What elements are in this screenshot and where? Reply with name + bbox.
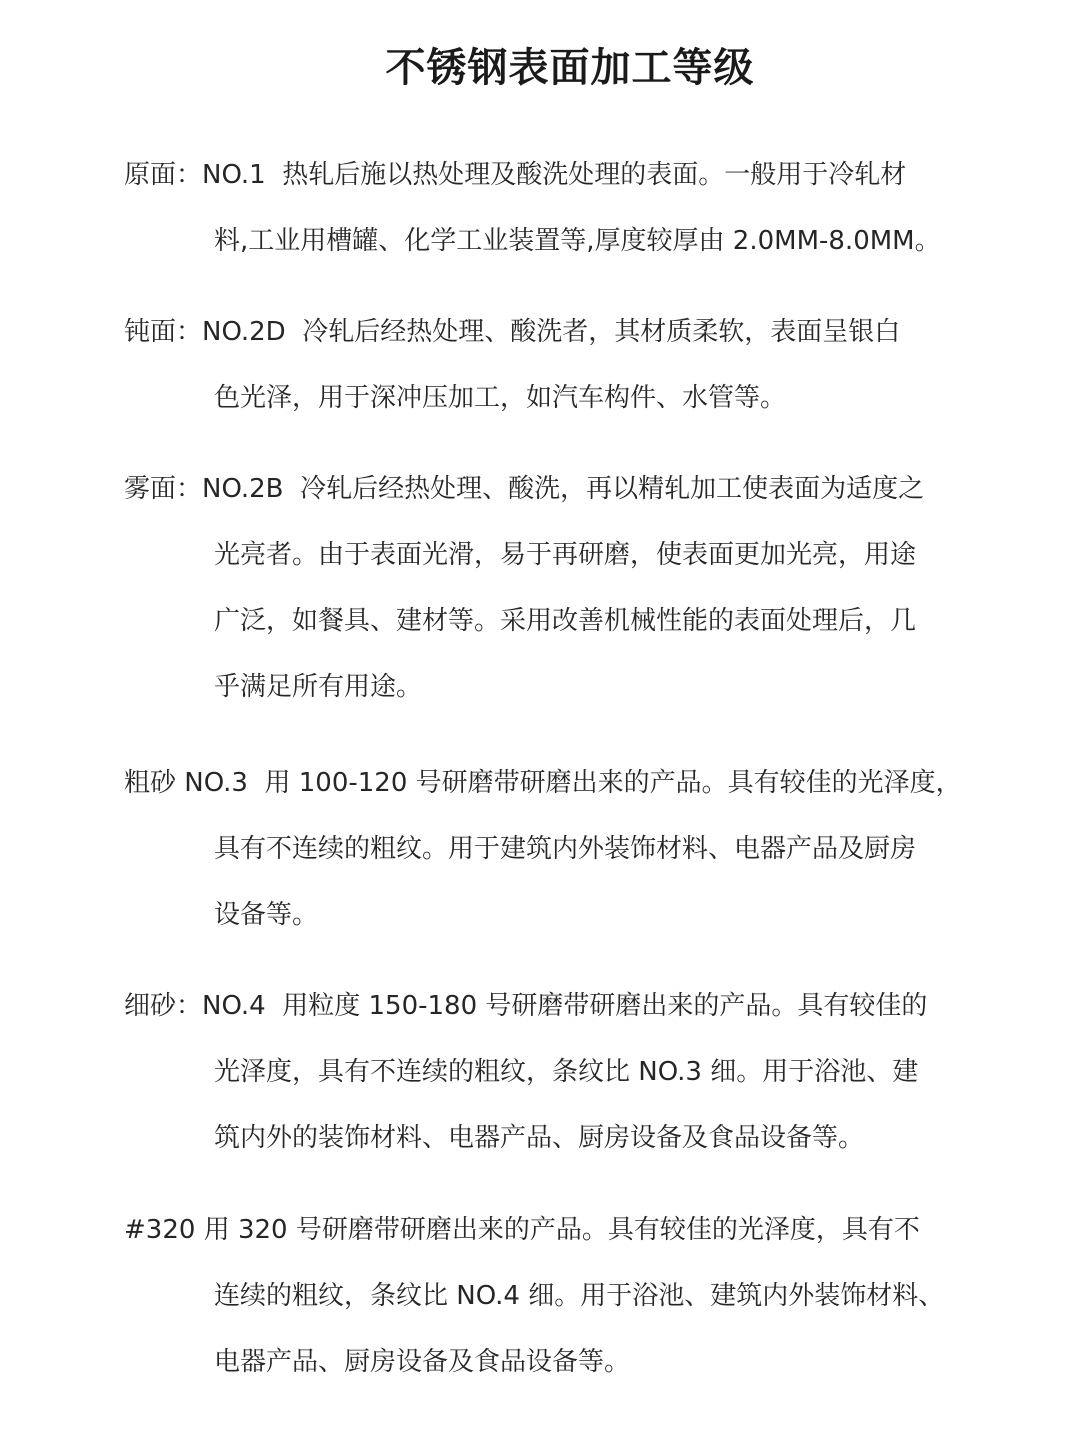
entry-line: 设备等。	[214, 900, 319, 930]
finish-label: 钝面：	[124, 317, 203, 347]
grade-code: NO.1	[202, 160, 266, 190]
grade-code: NO.2B	[202, 474, 284, 504]
entry-line: 料,工业用槽罐、化学工业装置等,厚度较厚由 2.0MM-8.0MM。	[214, 226, 941, 256]
grade-code: NO.3	[184, 768, 248, 798]
finish-grade-entry	[124, 973, 1024, 1171]
entry-line: 筑内外的装饰材料、电器产品、厨房设备及食品设备等。	[214, 1123, 865, 1153]
entry-line: 光泽度，具有不连续的粗纹，条纹比 NO.3 细。用于浴池、建	[214, 1057, 919, 1087]
entry-line: 广泛，如餐具、建材等。采用改善机械性能的表面处理后，几	[214, 606, 917, 636]
page-title: 不锈钢表面加工等级	[385, 44, 755, 91]
entry-line: 色光泽，用于深冲压加工，如汽车构件、水管等。	[214, 383, 787, 413]
entry-description: 用 320 号研磨带研磨出来的产品。具有较佳的光泽度，具有不	[203, 1215, 920, 1245]
finish-label: 原面：	[124, 160, 203, 190]
finish-grade-entry	[124, 1197, 1024, 1395]
entry-description: 用粒度 150-180 号研磨带研磨出来的产品。具有较佳的	[282, 991, 928, 1021]
finish-grade-entry	[124, 750, 1024, 948]
finish-grade-entry	[124, 299, 1024, 431]
finish-grade-entry	[124, 142, 1024, 274]
entry-line: 光亮者。由于表面光滑，易于再研磨，使表面更加光亮，用途	[214, 540, 917, 570]
entry-line: 连续的粗纹，条纹比 NO.4 细。用于浴池、建筑内外装饰材料、	[214, 1281, 945, 1311]
finish-grade-entry	[124, 456, 1024, 720]
entry-first-line	[124, 456, 1024, 522]
entry-description: 热轧后施以热处理及酸洗处理的表面。一般用于冷轧材	[282, 160, 907, 190]
entry-description: 用 100-120 号研磨带研磨出来的产品。具有较佳的光泽度，	[264, 768, 962, 798]
grade-code: NO.4	[202, 991, 266, 1021]
entry-line: 电器产品、厨房设备及食品设备等。	[214, 1347, 631, 1377]
finish-label: 雾面：	[124, 474, 203, 504]
entry-line: 乎满足所有用途。	[214, 672, 423, 702]
entry-first-line	[124, 973, 1024, 1039]
entry-description: 冷轧后经热处理、酸洗，再以精轧加工使表面为适度之	[300, 474, 925, 504]
entry-first-line	[124, 142, 1024, 208]
grade-code: #320	[124, 1215, 196, 1245]
finish-label: 细砂：	[124, 991, 203, 1021]
grade-code: NO.2D	[202, 317, 286, 347]
entry-first-line	[124, 750, 1024, 816]
entry-first-line	[124, 1197, 1024, 1263]
entry-description: 冷轧后经热处理、酸洗者，其材质柔软，表面呈银白	[302, 317, 901, 347]
finish-label: 粗砂	[124, 768, 177, 798]
entry-first-line	[124, 299, 1024, 365]
entry-line: 具有不连续的粗纹。用于建筑内外装饰材料、电器产品及厨房	[214, 834, 917, 864]
